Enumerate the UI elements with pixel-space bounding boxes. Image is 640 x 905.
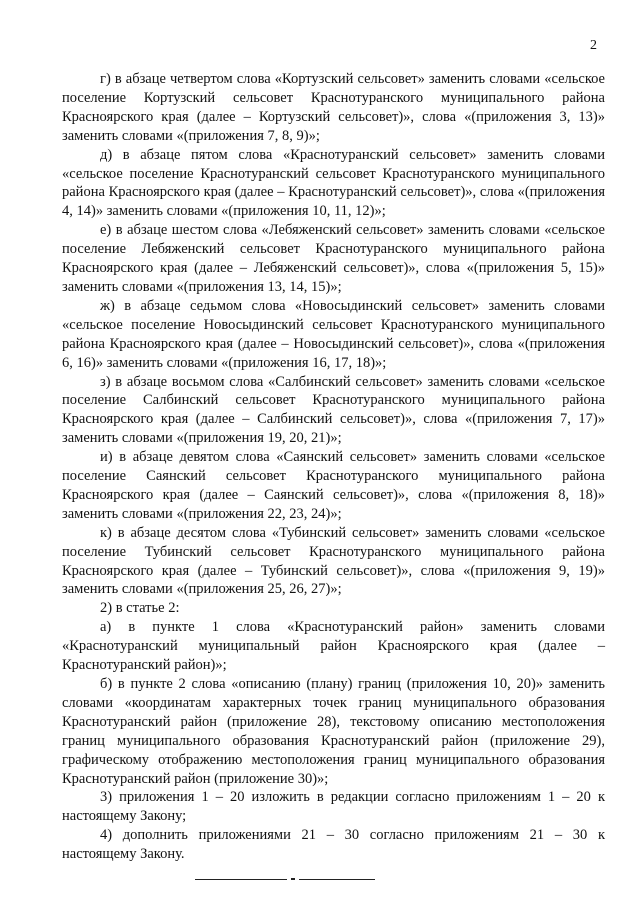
- page-number: 2: [590, 38, 597, 53]
- paragraph-article-2: 2) в статье 2:: [100, 600, 180, 617]
- paragraph-item-3: 3) приложения 1 – 20 изложить в редакции согласно приложениям 1 – 20 к настоящему Закону;: [62, 789, 605, 825]
- document-body: [62, 70, 605, 864]
- paragraph-i: и) в абзаце девятом слова «Саянский сельсовет» заменить словами «сельское поселение Саянский сельсовет Краснотуранского муниципального района Красноярского края (далее – Саянский сельсовет)», слова «(приложения 8, 18)» заменить словами «(приложения 22, 23, 24)»;: [62, 449, 605, 522]
- footer-line-right: [299, 879, 375, 880]
- paragraph-a: а) в пункте 1 слова «Краснотуранский район» заменить словами «Краснотуранский муниципальный район Красноярского края (далее – Краснотуранский район)»;: [62, 619, 605, 674]
- footer-line-left: [195, 879, 287, 880]
- paragraph-d: д) в абзаце пятом слова «Краснотуранский сельсовет» заменить словами «сельское поселение Краснотуранский сельсовет Краснотуранского муниципального района Красноярского края (далее – Краснотуранский сельсовет)», слова «(приложения 4, 14)» заменить словами «(приложения 10, 11, 12)»;: [62, 146, 605, 220]
- footer-separator: [195, 878, 425, 882]
- paragraph-e: е) в абзаце шестом слова «Лебяженский сельсовет» заменить словами «сельское поселение Лебяженский сельсовет Краснотуранского муниципального района Красноярского края (далее – Лебяженский сельсовет)», слова «(приложения 5, 15)» заменить словами «(приложения 13, 14, 15)»;: [62, 222, 605, 295]
- paragraph-zh: ж) в абзаце седьмом слова «Новосыдинский сельсовет» заменить словами «сельское поселение Новосыдинский сельсовет Краснотуранского муниципального района Красноярского края (далее – Новосыдинский сельсовет)», слова «(приложения 6, 16)» заменить словами «(приложения 16, 17, 18)»;: [62, 297, 605, 371]
- footer-line-mark: [291, 878, 295, 880]
- paragraph-g: г) в абзаце четвертом слова «Кортузский сельсовет» заменить словами «сельское поселение Кортузский сельсовет Краснотуранского муниципального района Красноярского края (далее – Кортузский сельсовет)», слова «(приложения 3, 13)» заменить словами «(приложения 7, 8, 9)»;: [62, 71, 605, 144]
- paragraph-item-4: 4) дополнить приложениями 21 – 30 согласно приложениям 21 – 30 к настоящему Закону.: [62, 827, 605, 863]
- paragraph-b: б) в пункте 2 слова «описанию (плану) границ (приложения 10, 20)» заменить словами «координатам характерных точек границ муниципального образования Краснотуранский район (приложение 28), текстовому описанию местоположения границ муниципального образования Краснотуранский район (приложение 29), графическому отображению местоположения границ муниципального образования Краснотуранский район (приложение 30)»;: [62, 676, 605, 787]
- paragraph-k: к) в абзаце десятом слова «Тубинский сельсовет» заменить словами «сельское поселение Тубинский сельсовет Краснотуранского муниципального района Красноярского края (далее – Тубинский сельсовет)», слова «(приложения 9, 19)» заменить словами «(приложения 25, 26, 27)»;: [62, 524, 605, 598]
- paragraph-z: з) в абзаце восьмом слова «Салбинский сельсовет» заменить словами «сельское поселение Салбинский сельсовет Краснотуранского муниципального района Красноярского края (далее – Салбинский сельсовет)», слова «(приложения 7, 17)» заменить словами «(приложения 19, 20, 21)»;: [62, 373, 605, 447]
